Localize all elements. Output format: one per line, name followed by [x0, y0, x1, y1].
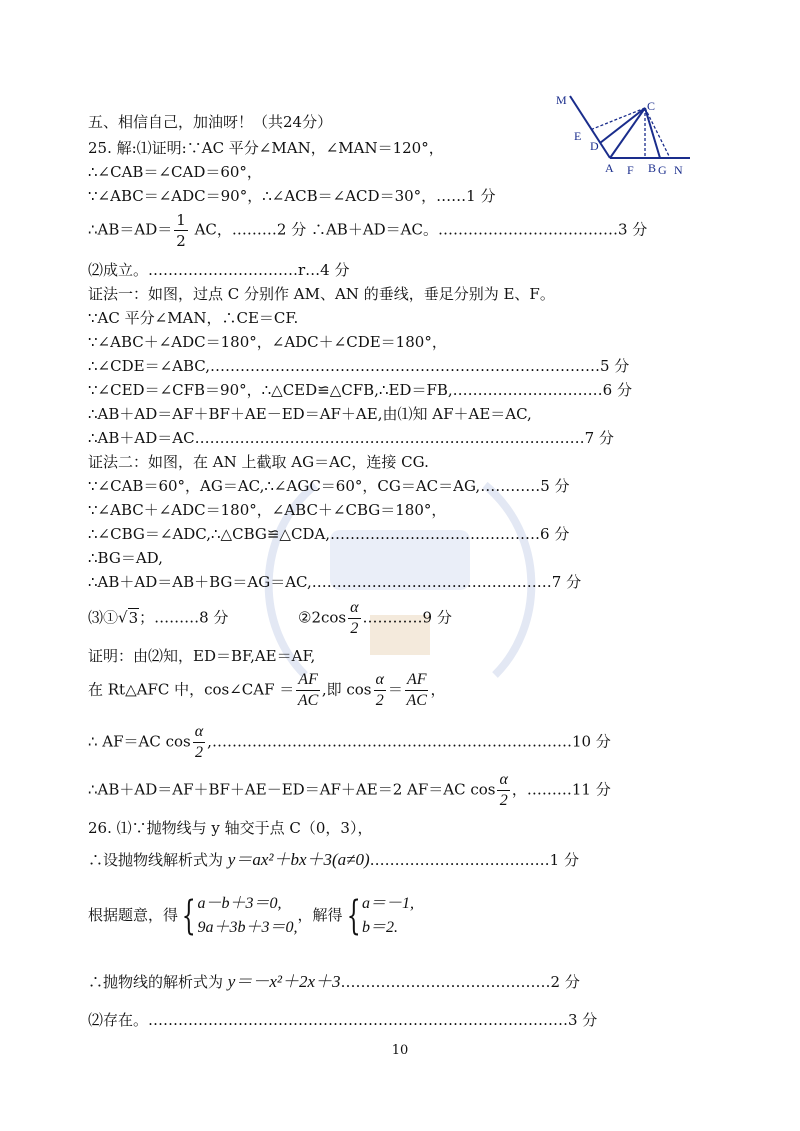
fraction-alpha-half — [497, 770, 509, 811]
page-number: 10 — [391, 1043, 409, 1058]
label-c: C — [647, 99, 656, 113]
line-21-d: ， — [430, 680, 446, 699]
line-19-b: ；………8 分 — [139, 608, 229, 627]
line-22 — [88, 722, 611, 763]
line-22-b: ,………………………………………………………………10 分 — [207, 732, 611, 751]
label-d: D — [590, 139, 599, 153]
line-17: ∴BG＝AD, — [88, 549, 163, 567]
line-4-a: ∴AB＝AD＝ — [88, 220, 173, 239]
label-m: M — [556, 93, 567, 107]
label-n: N — [674, 163, 683, 177]
fraction-half — [174, 210, 188, 251]
line-18: ∴AB＋AD＝AB＋BG＝AG＝AC,…………………………………………7 分 — [88, 573, 582, 591]
fraction-num: α — [497, 770, 509, 791]
line-19: ⑶①√3；………8 分 ②2cos $\frac{\alpha}{2}$ …………9 分 — [88, 599, 452, 637]
fraction-alpha-half — [348, 598, 360, 639]
line-26-b: ，解得 — [297, 906, 343, 924]
line-12: ∴AB＋AD＝AC……………………………………………………………………7 分 — [88, 429, 614, 447]
fraction-alpha-half — [374, 670, 386, 711]
line-21 — [88, 670, 446, 711]
fraction-den: 2 — [499, 792, 508, 809]
line-25-b: ………………………………1 分 — [369, 851, 579, 869]
label-a: A — [605, 161, 614, 175]
solution-system — [362, 892, 414, 940]
line-23-b: ，………11 分 — [511, 780, 611, 799]
equation-1: a－b＋3＝0, — [197, 895, 282, 912]
solution-1: a＝－1, — [361, 895, 414, 912]
line-21-c: ＝ — [387, 680, 403, 699]
brace-icon: { — [346, 893, 361, 939]
line-25-a: ∴设抛物线解析式为 — [88, 851, 228, 869]
line-3: ∵∠ABC＝∠ADC＝90°，∴∠ACB＝∠ACD＝30°，……1 分 — [88, 187, 496, 205]
line-23-a: ∴AB＋AD＝AF＋BF＋AE－ED＝AF＋AE＝2 AF＝AC cos — [88, 780, 496, 799]
line-1: 25. 解:⑴证明:∵AC 平分∠MAN，∠MAN＝120°， — [88, 139, 444, 157]
solution-2: b＝2. — [361, 919, 398, 936]
line-27-b: ……………………………………2 分 — [340, 973, 580, 991]
fraction-den: 2 — [350, 620, 359, 637]
section-title: 五、相信自己，加油呀！（共24分） — [88, 113, 333, 131]
line-7: ∵AC 平分∠MAN，∴CE＝CF. — [88, 309, 299, 327]
label-e: E — [574, 129, 582, 143]
line-19-c: ②2cos — [298, 608, 347, 627]
line-6: 证法一：如图，过点 C 分别作 AM、AN 的垂线，垂足分别为 E、F。 — [88, 285, 555, 303]
parabola-general-formula: y＝ax²＋bx＋3(a≠0) — [227, 850, 370, 869]
line-10: ∵∠CED＝∠CFB＝90°，∴△CED≌△CFB,∴ED＝FB,…………………………6 分 — [88, 381, 632, 399]
line-9: ∴∠CDE＝∠ABC,……………………………………………………………………5 分 — [88, 357, 630, 375]
fraction-af-ac-2 — [405, 670, 429, 711]
line-26 — [88, 892, 414, 940]
line-21-a: 在 Rt△AFC 中，cos∠CAF ＝ — [88, 680, 295, 699]
line-19-a: ⑶① — [88, 608, 119, 627]
fraction-den: 2 — [375, 692, 384, 709]
fraction-den: 2 — [194, 744, 203, 761]
line-20: 证明：由⑵知，ED＝BF,AE＝AF, — [88, 647, 316, 665]
line-15: ∵∠ABC＋∠ADC＝180°，∠ABC＋∠CBG＝180°， — [88, 501, 447, 519]
fraction-num: AF — [405, 670, 429, 691]
line-24: 26. ⑴∵抛物线与 y 轴交于点 C（0，3）， — [88, 819, 373, 837]
line-27-a: ∴抛物线的解析式为 — [88, 973, 228, 991]
label-f: F — [627, 163, 634, 177]
line-14: ∵∠CAB＝60°，AG＝AC,∴∠AGC＝60°，CG＝AC＝AG,…………5 分 — [88, 477, 570, 495]
line-19-d: …………9 分 — [362, 608, 452, 627]
parabola-formula: y＝－x²＋2x＋3 — [227, 972, 341, 991]
line-5: ⑵成立。…………………………r…4 分 — [88, 261, 350, 279]
line-8: ∵∠ABC＋∠ADC＝180°，∠ADC＋∠CDE＝180°， — [88, 333, 447, 351]
line-23 — [88, 770, 611, 811]
sqrt-3: 3 — [128, 608, 139, 627]
equation-system — [197, 892, 297, 940]
line-21-b: ,即 cos — [321, 680, 372, 699]
fraction-alpha-half — [193, 722, 205, 763]
fraction-den: AC — [406, 692, 427, 709]
line-26-a: 根据题意，得 — [88, 906, 179, 924]
fraction-num: α — [374, 670, 386, 691]
equation-2: 9a＋3b＋3＝0, — [197, 919, 298, 936]
label-g: G — [658, 163, 667, 177]
fraction-af-ac — [296, 670, 320, 711]
brace-icon: { — [181, 893, 196, 939]
line-22-a: ∴ AF＝AC cos — [88, 732, 191, 751]
geometry-figure — [550, 88, 695, 183]
line-13: 证法二：如图，在 AN 上截取 AG＝AC，连接 CG. — [88, 453, 429, 471]
line-28: ⑵存在。…………………………………………………………………………3 分 — [88, 1011, 598, 1029]
line-4 — [88, 210, 647, 251]
line-25 — [88, 850, 579, 870]
fraction-den: 2 — [176, 232, 186, 250]
fraction-num: 1 — [176, 211, 186, 229]
fraction-num: α — [193, 722, 205, 743]
fraction-num: AF — [296, 670, 320, 691]
line-4-b: AC，………2 分 ∴AB＋AD＝AC。………………………………3 分 — [189, 220, 648, 239]
label-b: B — [648, 161, 657, 175]
line-27 — [88, 972, 580, 992]
line-16: ∴∠CBG＝∠ADC,∴△CBG≌△CDA,……………………………………6 分 — [88, 525, 570, 543]
line-11: ∴AB＋AD＝AF＋BF＋AE－ED＝AF＋AE,由⑴知 AF＋AE＝AC, — [88, 405, 532, 423]
fraction-den: AC — [297, 692, 319, 709]
fraction-num: α — [348, 598, 360, 619]
line-2: ∴∠CAB＝∠CAD＝60°， — [88, 163, 262, 181]
